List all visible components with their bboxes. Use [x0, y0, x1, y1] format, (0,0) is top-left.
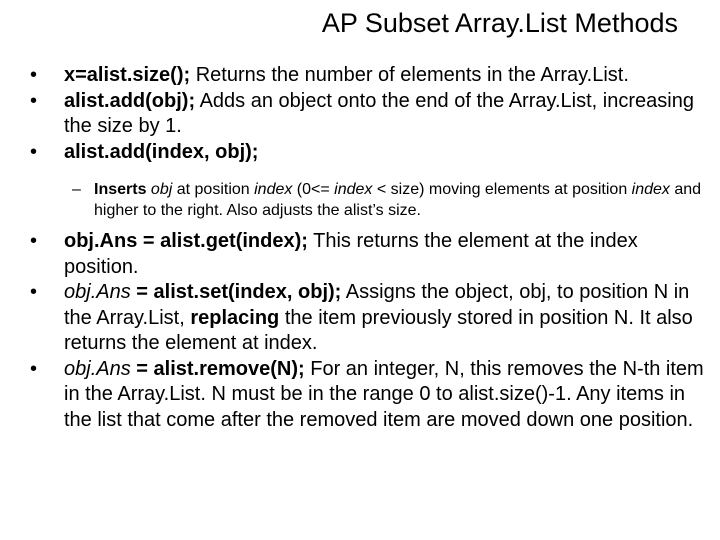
bullet-size [30, 63, 714, 89]
sub-text: obj [150, 181, 173, 198]
method-add-code: alist.add(obj); [64, 89, 196, 112]
bullet-add [30, 89, 714, 140]
slide-body [30, 63, 714, 433]
method-get-code: obj.Ans = alist.get(index); [64, 230, 308, 252]
sub-text: index [631, 181, 670, 198]
method-set-code: = alist.set(index, obj); [130, 281, 342, 303]
bullet-icon: • [30, 281, 38, 303]
method-set-desc: Assigns the object, obj, to position N in the Array.List, [64, 281, 690, 329]
bullet-remove [30, 357, 714, 434]
bullet-icon: • [30, 64, 38, 86]
bullet-icon: • [30, 89, 38, 112]
method-remove-code: = alist.remove(N); [130, 357, 305, 380]
method-size-desc: Returns the number of elements in the Array.List. [190, 64, 629, 86]
method-get-desc: This returns the element at the index position. [64, 230, 638, 278]
method-set-var: obj.Ans [64, 281, 131, 303]
sub-text: index [334, 181, 373, 198]
method-add-index-code: alist.add(index, obj); [64, 140, 259, 163]
bullet-set [30, 280, 714, 357]
method-remove-desc: For an integer, N, this removes the N-th item in the Array.List. N must be in the range 0 to alist.size()-1. Any items in the list that come after the removed item are moved down one position. [64, 357, 704, 431]
sub-text: index [254, 181, 293, 198]
bullet-icon: • [30, 357, 38, 380]
bullet-add-index [30, 140, 714, 166]
bullet-icon: • [30, 230, 38, 252]
method-add-desc: Adds an object onto the end of the Array.List, increasing the size by 1. [64, 89, 694, 137]
sub-text: and higher to the right. Also adjusts the alist’s size. [94, 181, 702, 219]
sub-text: < size) moving elements at position [372, 181, 632, 198]
method-size-code: x=alist.size(); [64, 64, 191, 86]
sub-text: at position [172, 181, 255, 198]
dash-icon: – [72, 181, 81, 198]
method-set-desc-rest: the item previously stored in position N. It also returns the element at index. [64, 306, 693, 354]
bullet-icon: • [30, 140, 38, 163]
sub-text: (0<= [292, 181, 335, 198]
method-set-emphasis: replacing [190, 306, 280, 329]
sub-text: Inserts [94, 181, 151, 198]
bullet-get [30, 229, 714, 280]
method-remove-var: obj.Ans [64, 357, 131, 380]
slide-title: AP Subset Array.List Methods [321, 8, 678, 38]
sub-bullet-add-index [30, 179, 714, 221]
